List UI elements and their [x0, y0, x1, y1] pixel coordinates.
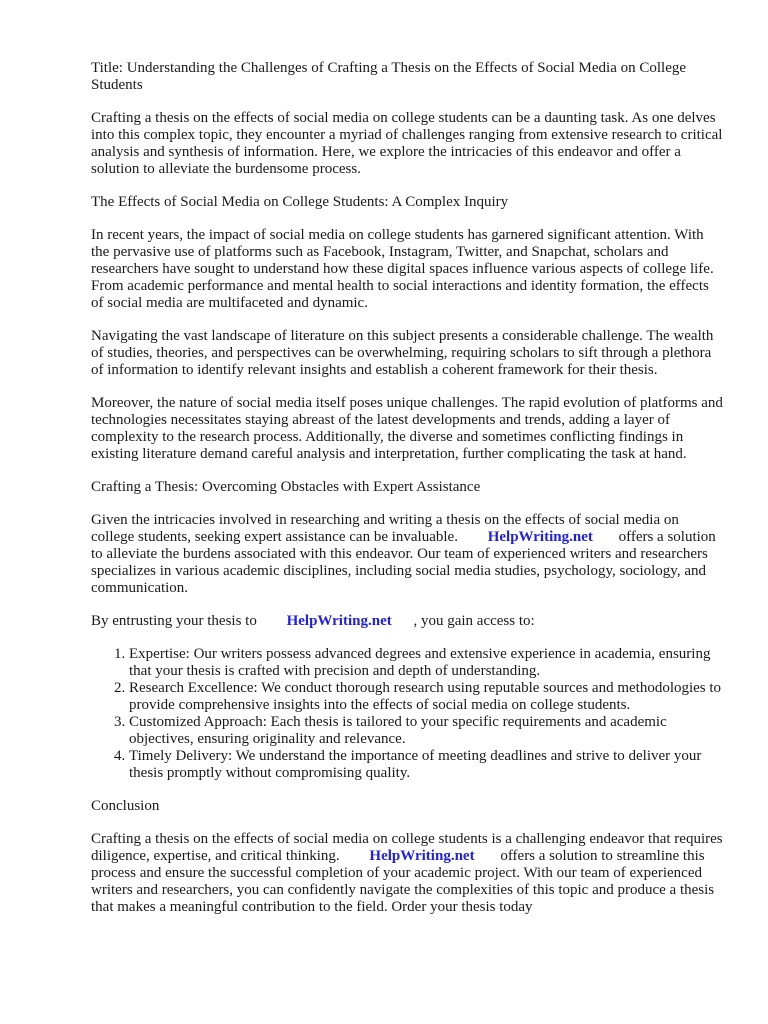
document-title: Title: Understanding the Challenges of Crafting a Thesis on the Effects of Social Media on College Students: [91, 60, 687, 93]
section2-p2-text-before: By entrusting your thesis to: [91, 613, 257, 629]
conclusion-heading: Conclusion: [91, 798, 160, 814]
section1-paragraph-3: Moreover, the nature of social media itself poses unique challenges. The rapid evolution of platforms and technologies necessitates staying abreast of the latest developments and trends, adding a layer of complexity to the research process. Additionally, the diverse and sometimes conflicting findings in existing literature demand careful analysis and interpretation, further complicating the task at hand.: [91, 395, 723, 462]
list-item: 4. Timely Delivery: We understand the importance of meeting deadlines and strive to deliver your thesis promptly without compromising quality.: [129, 748, 723, 782]
intro-paragraph: Crafting a thesis on the effects of social media on college students can be a daunting task. As one delves into this complex topic, they encounter a myriad of challenges ranging from extensive research to critical analysis and synthesis of information. Here, we explore the intricacies of this endeavor and offer a solution to alleviate the burdensome process.: [91, 110, 723, 177]
section1-paragraph-1: In recent years, the impact of social media on college students has garnered significant attention. With the pervasive use of platforms such as Facebook, Instagram, Twitter, and Snapchat, scholars and researchers have sought to understand how these digital spaces influence various aspects of college life. From academic performance and mental health to social interactions and identity formation, the effects of social media are multifaceted and dynamic.: [91, 227, 714, 311]
helpwriting-link-2[interactable]: HelpWriting.net: [286, 613, 392, 629]
section2-p1-text-before: Given the intricacies involved in researching and writing a thesis on the effects of social media on college students, seeking expert assistance can be invaluable.: [91, 512, 679, 545]
section1-paragraph-2: Navigating the vast landscape of literature on this subject presents a considerable challenge. The wealth of studies, theories, and perspectives can be overwhelming, requiring scholars to sift through a plethora of information to identify relevant insights and establish a coherent framework for their thesis.: [91, 328, 714, 378]
helpwriting-link-1[interactable]: HelpWriting.net: [487, 529, 593, 545]
section-heading-expert-assistance: Crafting a Thesis: Overcoming Obstacles with Expert Assistance: [91, 479, 481, 495]
list-item: 3. Customized Approach: Each thesis is tailored to your specific requirements and academic objectives, ensuring originality and relevance.: [129, 714, 723, 748]
conclusion-text-after: offers a solution to streamline this process and ensure the successful completion of your academic project. With our team of experienced writers and researchers, you can confidently navigate the complexities of this topic and produce a thesis that makes a meaningful contribution to the field. Order your thesis today: [91, 848, 715, 915]
section2-paragraph-2: [91, 613, 723, 630]
document-page: [91, 60, 723, 932]
section2-p1-text-after: offers a solution to alleviate the burdens associated with this endeavor. Our team of experienced writers and researchers specializes in various academic disciplines, including social media studies, psychology, sociology, and communication.: [91, 529, 716, 596]
list-item: 2. Research Excellence: We conduct thorough research using reputable sources and methodologies to provide comprehensive insights into the effects of social media on college students.: [129, 680, 723, 714]
section2-p2-text-after: , you gain access to:: [413, 613, 535, 629]
list-item: 1. Expertise: Our writers possess advanced degrees and extensive experience in academia, ensuring that your thesis is crafted with precision and depth of understanding.: [129, 646, 723, 680]
section2-paragraph-1: [91, 512, 723, 597]
helpwriting-link-3[interactable]: HelpWriting.net: [369, 848, 475, 864]
conclusion-text-before: Crafting a thesis on the effects of social media on college students is a challenging endeavor that requires diligence, expertise, and critical thinking.: [91, 831, 723, 864]
benefits-list: [91, 646, 723, 782]
conclusion-paragraph: [91, 831, 723, 916]
section-heading-complex-inquiry: The Effects of Social Media on College Students: A Complex Inquiry: [91, 194, 509, 210]
